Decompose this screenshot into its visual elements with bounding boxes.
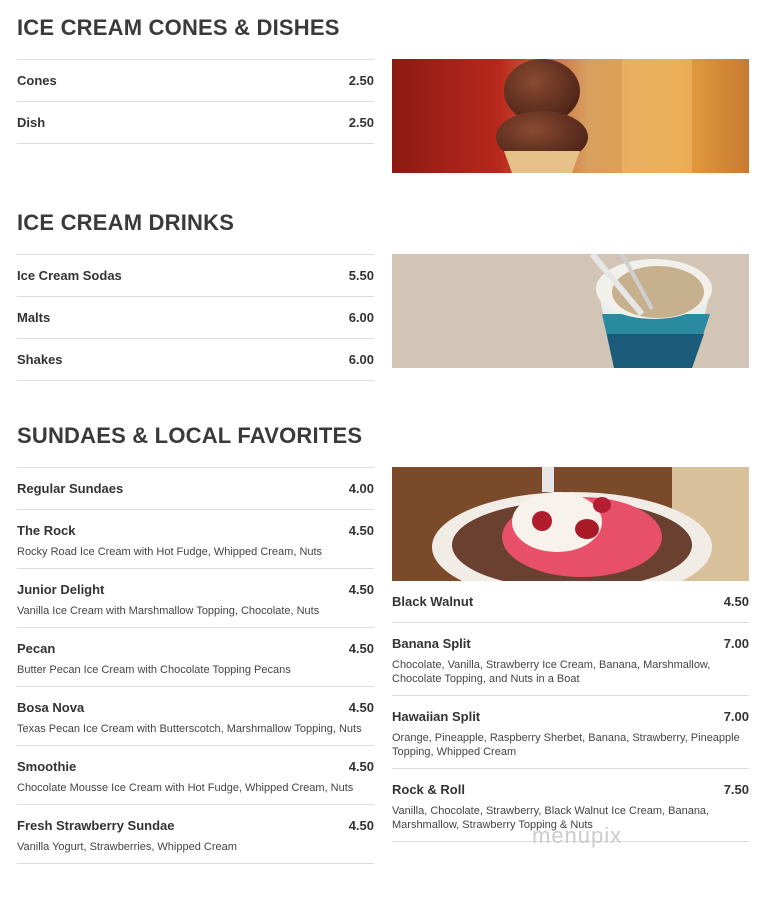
item-price: 4.00 bbox=[348, 481, 374, 496]
item-name: Rock & Roll bbox=[392, 782, 465, 797]
item-description: Rocky Road Ice Cream with Hot Fudge, Whipped Cream, Nuts bbox=[17, 546, 323, 558]
menu-item bbox=[17, 101, 374, 143]
menu-item bbox=[392, 581, 749, 622]
item-price: 4.50 bbox=[348, 700, 374, 715]
section-title-sundaes: SUNDAES & LOCAL FAVORITES bbox=[17, 423, 363, 448]
section-title-drinks: ICE CREAM DRINKS bbox=[17, 210, 235, 235]
item-name: Shakes bbox=[17, 352, 63, 367]
item-name: Smoothie bbox=[17, 759, 77, 774]
item-name: Malts bbox=[17, 310, 51, 325]
item-description: Vanilla, Chocolate, Strawberry, Black Walnut Ice Cream, Banana, Marshmallow, Strawberry Topping & Nuts bbox=[392, 805, 710, 831]
menu-item bbox=[17, 686, 374, 745]
sundae-photo bbox=[392, 467, 749, 581]
menu-list-drinks bbox=[17, 254, 374, 381]
item-description: Texas Pecan Ice Cream with Butterscotch, Marshmallow Topping, Nuts bbox=[17, 723, 362, 735]
menu-item bbox=[17, 59, 374, 101]
milkshake-photo bbox=[392, 254, 749, 368]
menu-item bbox=[17, 296, 374, 338]
item-name: Ice Cream Sodas bbox=[17, 268, 122, 283]
item-name: The Rock bbox=[17, 523, 76, 538]
item-name: Pecan bbox=[17, 641, 56, 656]
menu-item bbox=[392, 622, 749, 695]
item-price: 5.50 bbox=[348, 268, 374, 283]
menu-list-sundaes-right bbox=[392, 581, 749, 842]
item-description: Vanilla Yogurt, Strawberries, Whipped Cream bbox=[17, 841, 237, 853]
item-price: 7.50 bbox=[723, 782, 749, 797]
item-description: Chocolate, Vanilla, Strawberry Ice Cream, Banana, Marshmallow, Chocolate Topping, and Nuts in a Boat bbox=[392, 659, 711, 685]
item-description: Orange, Pineapple, Raspberry Sherbet, Banana, Strawberry, Pineapple Topping, Whipped Cream bbox=[392, 732, 740, 758]
item-name: Junior Delight bbox=[17, 582, 105, 597]
section-title-cones-dishes: ICE CREAM CONES & DISHES bbox=[17, 15, 340, 40]
item-price: 4.50 bbox=[723, 594, 749, 609]
item-description: Butter Pecan Ice Cream with Chocolate Topping Pecans bbox=[17, 664, 291, 676]
item-price: 2.50 bbox=[348, 115, 374, 130]
item-description: Chocolate Mousse Ice Cream with Hot Fudge, Whipped Cream, Nuts bbox=[17, 782, 354, 794]
ice-cream-cone-photo bbox=[392, 59, 749, 173]
item-price: 6.00 bbox=[348, 310, 374, 325]
menu-list-cones-dishes bbox=[17, 59, 374, 144]
item-name: Dish bbox=[17, 115, 46, 130]
menu-item bbox=[17, 467, 374, 509]
item-name: Regular Sundaes bbox=[17, 481, 124, 496]
item-price: 6.00 bbox=[348, 352, 374, 367]
item-name: Cones bbox=[17, 73, 57, 88]
item-name: Bosa Nova bbox=[17, 700, 85, 715]
menu-item bbox=[17, 804, 374, 863]
item-name: Fresh Strawberry Sundae bbox=[17, 818, 175, 833]
item-price: 4.50 bbox=[348, 582, 374, 597]
menu-item bbox=[392, 695, 749, 768]
menu-item bbox=[17, 509, 374, 568]
item-price: 7.00 bbox=[723, 636, 749, 651]
item-name: Hawaiian Split bbox=[392, 709, 481, 724]
menu-item bbox=[17, 627, 374, 686]
menu-item bbox=[17, 745, 374, 804]
item-description: Vanilla Ice Cream with Marshmallow Topping, Chocolate, Nuts bbox=[17, 605, 320, 617]
item-price: 4.50 bbox=[348, 641, 374, 656]
watermark: menupix bbox=[532, 823, 623, 848]
item-name: Black Walnut bbox=[392, 594, 474, 609]
menu-list-sundaes-left bbox=[17, 467, 374, 864]
menu-item bbox=[17, 254, 374, 296]
menu-item bbox=[17, 338, 374, 380]
item-price: 4.50 bbox=[348, 818, 374, 833]
item-price: 2.50 bbox=[348, 73, 374, 88]
menu-item bbox=[17, 568, 374, 627]
item-price: 7.00 bbox=[723, 709, 749, 724]
item-name: Banana Split bbox=[392, 636, 471, 651]
item-price: 4.50 bbox=[348, 759, 374, 774]
item-price: 4.50 bbox=[348, 523, 374, 538]
